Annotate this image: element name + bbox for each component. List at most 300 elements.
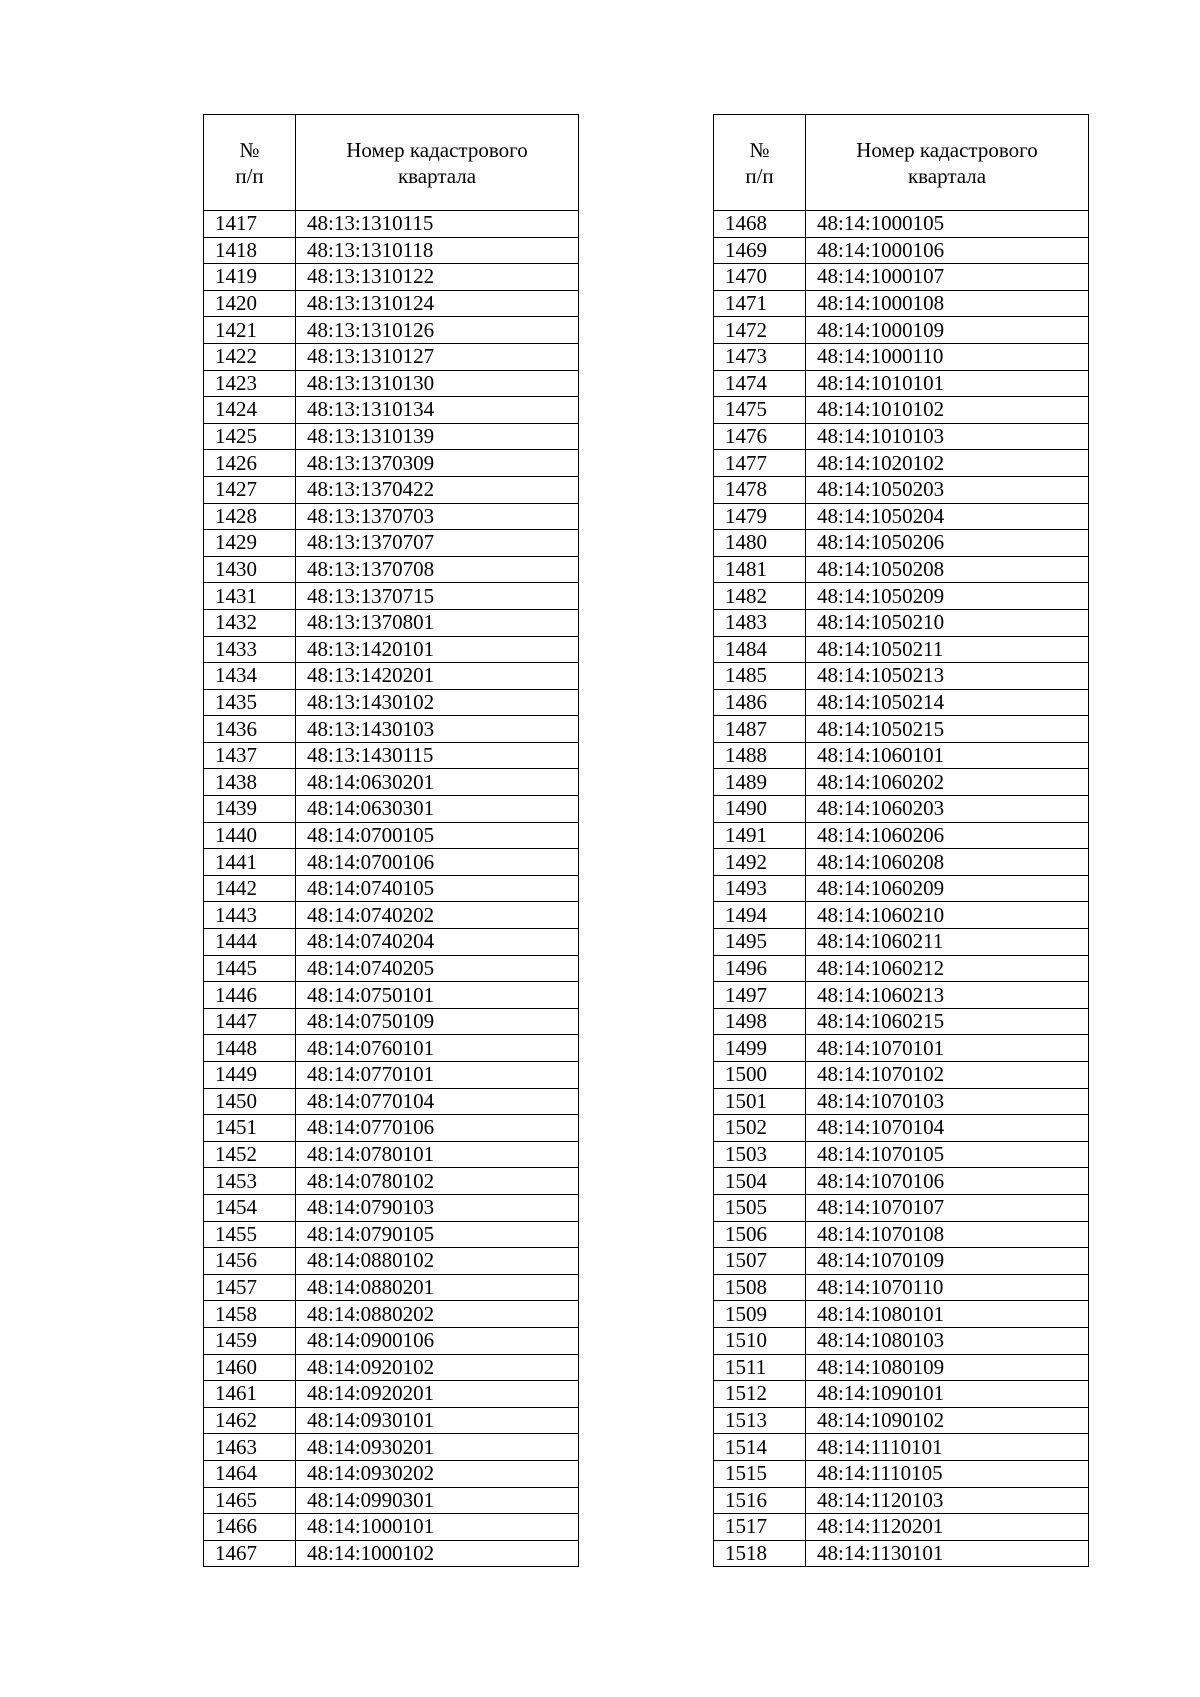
row-number: 1467: [204, 1540, 296, 1567]
row-number: 1497: [714, 982, 806, 1009]
header-number: [714, 115, 806, 211]
cadastral-number: 48:14:1060202: [806, 769, 1089, 796]
cadastral-number: 48:14:0790103: [296, 1194, 579, 1221]
row-number: 1453: [204, 1168, 296, 1195]
row-number: 1460: [204, 1354, 296, 1381]
table-row: [204, 530, 579, 557]
row-number: 1495: [714, 929, 806, 956]
cadastral-number: 48:14:1060203: [806, 796, 1089, 823]
cadastral-number: 48:13:1310126: [296, 317, 579, 344]
table-row: [204, 1327, 579, 1354]
table-row: [204, 689, 579, 716]
row-number: 1455: [204, 1221, 296, 1248]
row-number: 1507: [714, 1248, 806, 1275]
table-row: [204, 343, 579, 370]
cadastral-number: 48:14:0880202: [296, 1301, 579, 1328]
table-row: [204, 929, 579, 956]
table-row: [204, 902, 579, 929]
table-row: [204, 1354, 579, 1381]
row-number: 1473: [714, 343, 806, 370]
cadastral-number: 48:14:1000106: [806, 237, 1089, 264]
row-number: 1433: [204, 636, 296, 663]
row-number: 1418: [204, 237, 296, 264]
cadastral-number: 48:14:0880201: [296, 1274, 579, 1301]
table-row: [204, 503, 579, 530]
cadastral-number: 48:14:0700105: [296, 822, 579, 849]
row-number: 1450: [204, 1088, 296, 1115]
row-number: 1449: [204, 1062, 296, 1089]
header-code-line1: Номер кадастрового: [856, 137, 1038, 162]
row-number: 1499: [714, 1035, 806, 1062]
cadastral-number: 48:13:1370707: [296, 530, 579, 557]
row-number: 1486: [714, 689, 806, 716]
cadastral-number: 48:14:1050203: [806, 476, 1089, 503]
row-number: 1476: [714, 423, 806, 450]
row-number: 1517: [714, 1514, 806, 1541]
table-row: [714, 1514, 1089, 1541]
table-row: [714, 1141, 1089, 1168]
cadastral-number: 48:14:1050210: [806, 609, 1089, 636]
table-row: [714, 716, 1089, 743]
row-number: 1502: [714, 1115, 806, 1142]
cadastral-number: 48:14:0920201: [296, 1381, 579, 1408]
row-number: 1509: [714, 1301, 806, 1328]
row-number: 1471: [714, 290, 806, 317]
table-row: [714, 1460, 1089, 1487]
row-number: 1500: [714, 1062, 806, 1089]
table-row: [714, 1274, 1089, 1301]
table-row: [714, 1540, 1089, 1567]
table-row: [714, 1487, 1089, 1514]
cadastral-number: 48:14:1010103: [806, 423, 1089, 450]
table-row: [204, 1434, 579, 1461]
header-code-line2: квартала: [397, 163, 477, 188]
row-number: 1501: [714, 1088, 806, 1115]
cadastral-number: 48:13:1310122: [296, 264, 579, 291]
row-number: 1429: [204, 530, 296, 557]
table-row: [204, 1301, 579, 1328]
row-number: 1419: [204, 264, 296, 291]
table-row: [714, 1221, 1089, 1248]
table-row: [204, 1487, 579, 1514]
cadastral-number: 48:13:1310130: [296, 370, 579, 397]
table-row: [714, 1301, 1089, 1328]
row-number: 1477: [714, 450, 806, 477]
table-row: [714, 211, 1089, 238]
cadastral-number: 48:14:0880102: [296, 1248, 579, 1275]
cadastral-number: 48:14:0930202: [296, 1460, 579, 1487]
cadastral-number: 48:14:1070109: [806, 1248, 1089, 1275]
header-row: [204, 115, 579, 211]
row-number: 1470: [714, 264, 806, 291]
cadastral-number: 48:14:1050213: [806, 663, 1089, 690]
table-row: [204, 875, 579, 902]
table-row: [204, 1141, 579, 1168]
cadastral-number: 48:13:1310115: [296, 211, 579, 238]
table-body: [204, 211, 579, 1567]
cadastral-number: 48:13:1370708: [296, 556, 579, 583]
cadastral-number: 48:13:1430115: [296, 742, 579, 769]
cadastral-number: 48:14:1060208: [806, 849, 1089, 876]
row-number: 1458: [204, 1301, 296, 1328]
row-number: 1434: [204, 663, 296, 690]
cadastral-number: 48:14:1070108: [806, 1221, 1089, 1248]
table-row: [204, 955, 579, 982]
table-header: [204, 115, 579, 211]
table-row: [714, 476, 1089, 503]
cadastral-number: 48:14:0900106: [296, 1327, 579, 1354]
row-number: 1443: [204, 902, 296, 929]
table-row: [714, 769, 1089, 796]
row-number: 1504: [714, 1168, 806, 1195]
table-row: [204, 1008, 579, 1035]
table-row: [204, 397, 579, 424]
cadastral-number: 48:14:1070106: [806, 1168, 1089, 1195]
table-row: [204, 1088, 579, 1115]
row-number: 1440: [204, 822, 296, 849]
row-number: 1432: [204, 609, 296, 636]
cadastral-number: 48:14:0780101: [296, 1141, 579, 1168]
row-number: 1457: [204, 1274, 296, 1301]
cadastral-number: 48:13:1310139: [296, 423, 579, 450]
row-number: 1514: [714, 1434, 806, 1461]
row-number: 1491: [714, 822, 806, 849]
row-number: 1438: [204, 769, 296, 796]
cadastral-number: 48:14:1070101: [806, 1035, 1089, 1062]
table-row: [204, 849, 579, 876]
cadastral-number: 48:14:0700106: [296, 849, 579, 876]
table-row: [714, 583, 1089, 610]
cadastral-number: 48:13:1310118: [296, 237, 579, 264]
table-row: [204, 1540, 579, 1567]
cadastral-number: 48:14:1050214: [806, 689, 1089, 716]
header-number-symbol: №: [239, 137, 260, 162]
table-row: [204, 1274, 579, 1301]
row-number: 1442: [204, 875, 296, 902]
row-number: 1481: [714, 556, 806, 583]
row-number: 1448: [204, 1035, 296, 1062]
table-row: [714, 1354, 1089, 1381]
cadastral-number: 48:14:1020102: [806, 450, 1089, 477]
cadastral-number: 48:13:1370703: [296, 503, 579, 530]
table-row: [204, 982, 579, 1009]
row-number: 1427: [204, 476, 296, 503]
row-number: 1425: [204, 423, 296, 450]
header-row: [714, 115, 1089, 211]
cadastral-number: 48:14:1110101: [806, 1434, 1089, 1461]
row-number: 1496: [714, 955, 806, 982]
cadastral-number: 48:14:0930201: [296, 1434, 579, 1461]
cadastral-number: 48:14:1070104: [806, 1115, 1089, 1142]
row-number: 1494: [714, 902, 806, 929]
cadastral-number: 48:14:1080101: [806, 1301, 1089, 1328]
row-number: 1462: [204, 1407, 296, 1434]
cadastral-number: 48:14:1060101: [806, 742, 1089, 769]
table-row: [714, 982, 1089, 1009]
table-row: [204, 1035, 579, 1062]
header-code-line2: квартала: [907, 163, 987, 188]
table-row: [204, 370, 579, 397]
cadastral-number: 48:14:1120201: [806, 1514, 1089, 1541]
table-row: [204, 423, 579, 450]
table-body: [714, 211, 1089, 1567]
cadastral-number: 48:14:0740204: [296, 929, 579, 956]
cadastral-number: 48:14:0990301: [296, 1487, 579, 1514]
row-number: 1437: [204, 742, 296, 769]
row-number: 1513: [714, 1407, 806, 1434]
header-number-abbr: п/п: [745, 163, 774, 188]
cadastral-number: 48:14:0760101: [296, 1035, 579, 1062]
table-row: [714, 1035, 1089, 1062]
header-code-line1: Номер кадастрового: [346, 137, 528, 162]
table-row: [714, 742, 1089, 769]
table-row: [204, 450, 579, 477]
table-row: [204, 556, 579, 583]
cadastral-number: 48:14:0780102: [296, 1168, 579, 1195]
table-row: [204, 1514, 579, 1541]
header-number-symbol: №: [749, 137, 770, 162]
table-row: [204, 211, 579, 238]
row-number: 1431: [204, 583, 296, 610]
cadastral-number: 48:14:1060209: [806, 875, 1089, 902]
row-number: 1490: [714, 796, 806, 823]
table-row: [714, 503, 1089, 530]
table-row: [714, 1194, 1089, 1221]
table-row: [204, 237, 579, 264]
table-row: [204, 1460, 579, 1487]
cadastral-number: 48:14:1010102: [806, 397, 1089, 424]
cadastral-number: 48:14:1060210: [806, 902, 1089, 929]
header-cadastral-code: [296, 115, 579, 211]
table-row: [204, 317, 579, 344]
row-number: 1461: [204, 1381, 296, 1408]
table-row: [714, 1168, 1089, 1195]
cadastral-number: 48:13:1370715: [296, 583, 579, 610]
row-number: 1454: [204, 1194, 296, 1221]
table-row: [714, 1381, 1089, 1408]
table-row: [204, 663, 579, 690]
row-number: 1447: [204, 1008, 296, 1035]
row-number: 1423: [204, 370, 296, 397]
row-number: 1492: [714, 849, 806, 876]
cadastral-number: 48:14:0770106: [296, 1115, 579, 1142]
cadastral-number: 48:14:1000102: [296, 1540, 579, 1567]
table-row: [714, 796, 1089, 823]
table-row: [204, 1381, 579, 1408]
cadastral-number: 48:14:1080109: [806, 1354, 1089, 1381]
table-row: [714, 397, 1089, 424]
cadastral-number: 48:14:1070105: [806, 1141, 1089, 1168]
table-row: [204, 476, 579, 503]
row-number: 1417: [204, 211, 296, 238]
table-row: [204, 1407, 579, 1434]
cadastral-number: 48:13:1420201: [296, 663, 579, 690]
cadastral-number: 48:14:1000108: [806, 290, 1089, 317]
table-row: [204, 1194, 579, 1221]
table-row: [714, 955, 1089, 982]
table-row: [204, 1221, 579, 1248]
row-number: 1506: [714, 1221, 806, 1248]
cadastral-number: 48:14:1050206: [806, 530, 1089, 557]
row-number: 1484: [714, 636, 806, 663]
row-number: 1463: [204, 1434, 296, 1461]
row-number: 1451: [204, 1115, 296, 1142]
cadastral-number: 48:14:0740202: [296, 902, 579, 929]
cadastral-number: 48:13:1370309: [296, 450, 579, 477]
table-row: [714, 1008, 1089, 1035]
row-number: 1475: [714, 397, 806, 424]
cadastral-number: 48:14:0630201: [296, 769, 579, 796]
table-row: [714, 902, 1089, 929]
row-number: 1516: [714, 1487, 806, 1514]
cadastral-number: 48:13:1310124: [296, 290, 579, 317]
table-row: [714, 317, 1089, 344]
row-number: 1430: [204, 556, 296, 583]
row-number: 1498: [714, 1008, 806, 1035]
table-row: [714, 343, 1089, 370]
table-row: [204, 1062, 579, 1089]
table-row: [714, 1062, 1089, 1089]
row-number: 1478: [714, 476, 806, 503]
cadastral-number: 48:14:1120103: [806, 1487, 1089, 1514]
table-row: [714, 423, 1089, 450]
cadastral-number: 48:14:1050209: [806, 583, 1089, 610]
row-number: 1468: [714, 211, 806, 238]
cadastral-number: 48:14:0920102: [296, 1354, 579, 1381]
row-number: 1452: [204, 1141, 296, 1168]
row-number: 1487: [714, 716, 806, 743]
cadastral-table-right: [713, 114, 1089, 1567]
table-row: [714, 556, 1089, 583]
table-row: [204, 1248, 579, 1275]
cadastral-number: 48:14:0750109: [296, 1008, 579, 1035]
table-row: [204, 822, 579, 849]
row-number: 1474: [714, 370, 806, 397]
row-number: 1480: [714, 530, 806, 557]
table-row: [714, 264, 1089, 291]
cadastral-number: 48:14:1080103: [806, 1327, 1089, 1354]
row-number: 1488: [714, 742, 806, 769]
cadastral-number: 48:14:1000110: [806, 343, 1089, 370]
cadastral-number: 48:13:1370801: [296, 609, 579, 636]
table-row: [204, 769, 579, 796]
row-number: 1503: [714, 1141, 806, 1168]
row-number: 1439: [204, 796, 296, 823]
table-row: [714, 530, 1089, 557]
cadastral-number: 48:14:0930101: [296, 1407, 579, 1434]
cadastral-number: 48:14:1000107: [806, 264, 1089, 291]
row-number: 1445: [204, 955, 296, 982]
table-row: [204, 636, 579, 663]
row-number: 1515: [714, 1460, 806, 1487]
cadastral-number: 48:14:1090102: [806, 1407, 1089, 1434]
cadastral-number: 48:14:1070102: [806, 1062, 1089, 1089]
row-number: 1510: [714, 1327, 806, 1354]
row-number: 1441: [204, 849, 296, 876]
table-row: [204, 742, 579, 769]
cadastral-number: 48:14:1060215: [806, 1008, 1089, 1035]
cadastral-number: 48:14:1070110: [806, 1274, 1089, 1301]
row-number: 1435: [204, 689, 296, 716]
table-row: [204, 1115, 579, 1142]
table-row: [714, 636, 1089, 663]
row-number: 1485: [714, 663, 806, 690]
table-row: [714, 822, 1089, 849]
row-number: 1505: [714, 1194, 806, 1221]
table-row: [204, 796, 579, 823]
cadastral-number: 48:14:1050204: [806, 503, 1089, 530]
cadastral-number: 48:13:1310127: [296, 343, 579, 370]
table-row: [714, 1088, 1089, 1115]
row-number: 1469: [714, 237, 806, 264]
cadastral-number: 48:13:1310134: [296, 397, 579, 424]
table-row: [714, 875, 1089, 902]
row-number: 1493: [714, 875, 806, 902]
cadastral-number: 48:13:1430102: [296, 689, 579, 716]
row-number: 1459: [204, 1327, 296, 1354]
cadastral-number: 48:14:1130101: [806, 1540, 1089, 1567]
cadastral-number: 48:14:1060211: [806, 929, 1089, 956]
cadastral-number: 48:14:1000101: [296, 1514, 579, 1541]
cadastral-number: 48:14:1070107: [806, 1194, 1089, 1221]
cadastral-table-left: [203, 114, 579, 1567]
table-row: [204, 716, 579, 743]
row-number: 1512: [714, 1381, 806, 1408]
table-row: [204, 1168, 579, 1195]
row-number: 1446: [204, 982, 296, 1009]
cadastral-number: 48:14:1000109: [806, 317, 1089, 344]
header-number-abbr: п/п: [235, 163, 264, 188]
cadastral-number: 48:13:1420101: [296, 636, 579, 663]
cadastral-number: 48:14:0630301: [296, 796, 579, 823]
row-number: 1479: [714, 503, 806, 530]
row-number: 1482: [714, 583, 806, 610]
table-row: [714, 689, 1089, 716]
table-row: [204, 264, 579, 291]
row-number: 1518: [714, 1540, 806, 1567]
row-number: 1424: [204, 397, 296, 424]
row-number: 1428: [204, 503, 296, 530]
cadastral-number: 48:14:1050211: [806, 636, 1089, 663]
cadastral-number: 48:14:0750101: [296, 982, 579, 1009]
cadastral-number: 48:14:1090101: [806, 1381, 1089, 1408]
cadastral-number: 48:14:1070103: [806, 1088, 1089, 1115]
cadastral-number: 48:14:1060212: [806, 955, 1089, 982]
cadastral-number: 48:14:1110105: [806, 1460, 1089, 1487]
cadastral-number: 48:13:1430103: [296, 716, 579, 743]
row-number: 1464: [204, 1460, 296, 1487]
row-number: 1444: [204, 929, 296, 956]
table-row: [714, 609, 1089, 636]
table-row: [714, 237, 1089, 264]
row-number: 1422: [204, 343, 296, 370]
table-row: [204, 290, 579, 317]
row-number: 1489: [714, 769, 806, 796]
table-row: [714, 1115, 1089, 1142]
table-header: [714, 115, 1089, 211]
table-row: [714, 290, 1089, 317]
row-number: 1508: [714, 1274, 806, 1301]
table-row: [714, 929, 1089, 956]
cadastral-number: 48:14:1010101: [806, 370, 1089, 397]
row-number: 1421: [204, 317, 296, 344]
row-number: 1426: [204, 450, 296, 477]
table-row: [714, 849, 1089, 876]
table-row: [714, 450, 1089, 477]
row-number: 1420: [204, 290, 296, 317]
table-row: [714, 1327, 1089, 1354]
table-row: [714, 1434, 1089, 1461]
